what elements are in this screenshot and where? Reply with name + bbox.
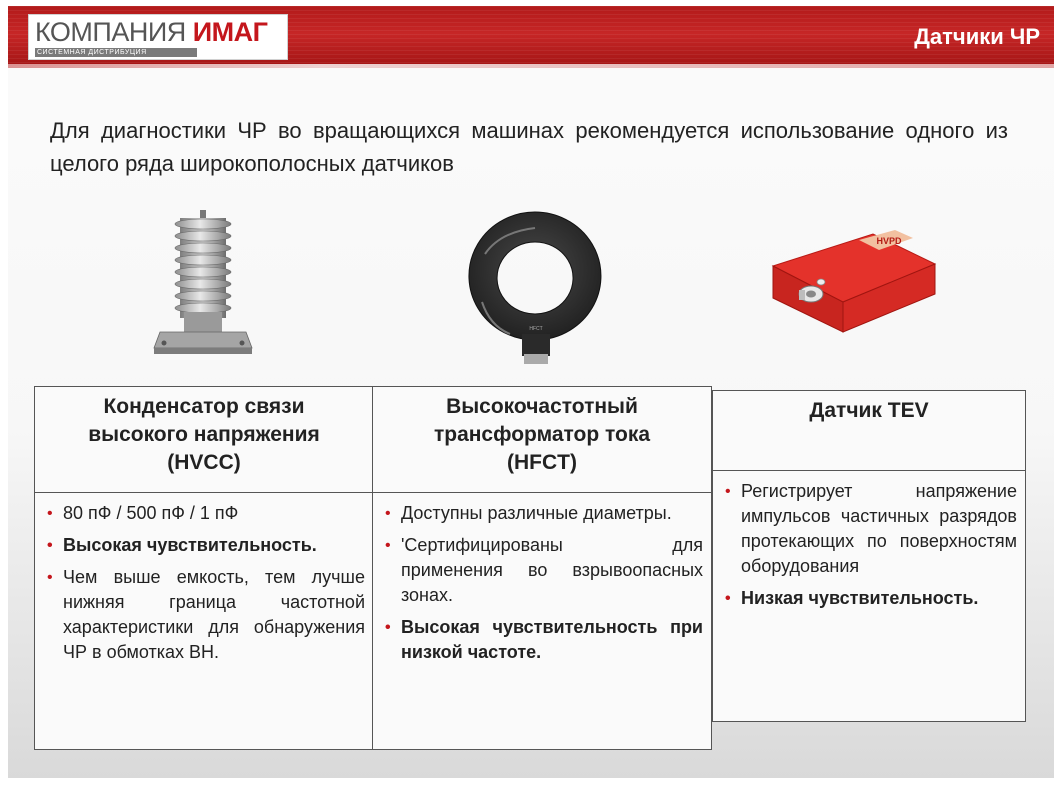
- bullet-icon: •: [385, 619, 391, 636]
- tev-sensor-image: [763, 228, 943, 338]
- bullet-text: Низкая чувствительность.: [741, 588, 979, 608]
- bullet-text: 80 пФ / 500 пФ / 1 пФ: [63, 503, 239, 523]
- header-stripe: [8, 64, 1054, 68]
- column-tev-header: [713, 391, 1025, 471]
- intro-paragraph: Для диагностики ЧР во вращающихся машинах рекомендуется использование одного из целого ряда широкополосных датчиков: [50, 118, 1008, 176]
- column-hfct-title-line2: трансформатор тока: [433, 423, 651, 446]
- column-tev: [712, 390, 1026, 722]
- svg-text:HFCT: HFCT: [529, 326, 543, 332]
- column-hfct: [372, 386, 712, 750]
- header-band: [8, 6, 1054, 68]
- bullet-icon: •: [725, 483, 731, 500]
- bullet-text: 'Сертифицированы для применения во взрывоопасных зонах.: [401, 535, 703, 605]
- logo-word-imag: ИМАГ: [192, 17, 268, 47]
- list-item: [723, 586, 1017, 611]
- column-hvcc-title-line2: высокого напряжения: [88, 423, 320, 446]
- bullet-icon: •: [725, 590, 731, 607]
- column-hvcc-title-line3: (HVCC): [167, 451, 241, 474]
- column-hfct-title-line1: Высокочастотный: [446, 395, 638, 418]
- svg-text:HVPD: HVPD: [876, 236, 902, 246]
- list-item: [45, 501, 365, 526]
- logo-subtitle: СИСТЕМНАЯ ДИСТРИБУЦИЯ: [35, 48, 197, 57]
- list-item: [45, 565, 365, 665]
- column-hfct-body: [373, 493, 711, 665]
- column-hfct-header: [373, 387, 711, 493]
- slide: [8, 6, 1054, 778]
- hv-coupling-capacitor-image: [148, 208, 258, 358]
- bullet-icon: •: [47, 537, 53, 554]
- slide-title: Датчики ЧР: [914, 24, 1040, 49]
- bullet-text: Чем выше емкость, тем лучше нижняя граница частотной характеристики для обнаружения ЧР в обмотках ВН.: [63, 567, 365, 662]
- list-item: [45, 533, 365, 558]
- company-logo: [28, 14, 288, 60]
- hf-current-transformer-image: [460, 206, 610, 366]
- list-item: [383, 501, 703, 526]
- bullet-text: Регистрирует напряжение импульсов частичных разрядов протекающих по поверхностям оборудования: [741, 481, 1017, 576]
- bullet-icon: •: [385, 537, 391, 554]
- bullet-icon: •: [47, 569, 53, 586]
- list-item: [383, 615, 703, 665]
- column-hvcc-title-line1: Конденсатор связи: [103, 395, 305, 418]
- bullet-text: Высокая чувствительность при низкой частоте.: [401, 617, 703, 662]
- column-hvcc-header: [35, 387, 373, 493]
- logo-text: [35, 17, 267, 47]
- logo-word-company: КОМПАНИЯ: [35, 17, 186, 47]
- bullet-icon: •: [47, 505, 53, 522]
- list-item: [723, 479, 1017, 579]
- column-tev-title-line1: Датчик TEV: [809, 399, 929, 422]
- column-tev-body: [713, 471, 1025, 611]
- column-hvcc: [34, 386, 374, 750]
- column-hfct-title-line3: (HFCT): [507, 451, 577, 474]
- bullet-text: Доступны различные диаметры.: [401, 503, 672, 523]
- list-item: [383, 533, 703, 608]
- bullet-icon: •: [385, 505, 391, 522]
- bullet-text: Высокая чувствительность.: [63, 535, 317, 555]
- column-hvcc-body: [35, 493, 373, 665]
